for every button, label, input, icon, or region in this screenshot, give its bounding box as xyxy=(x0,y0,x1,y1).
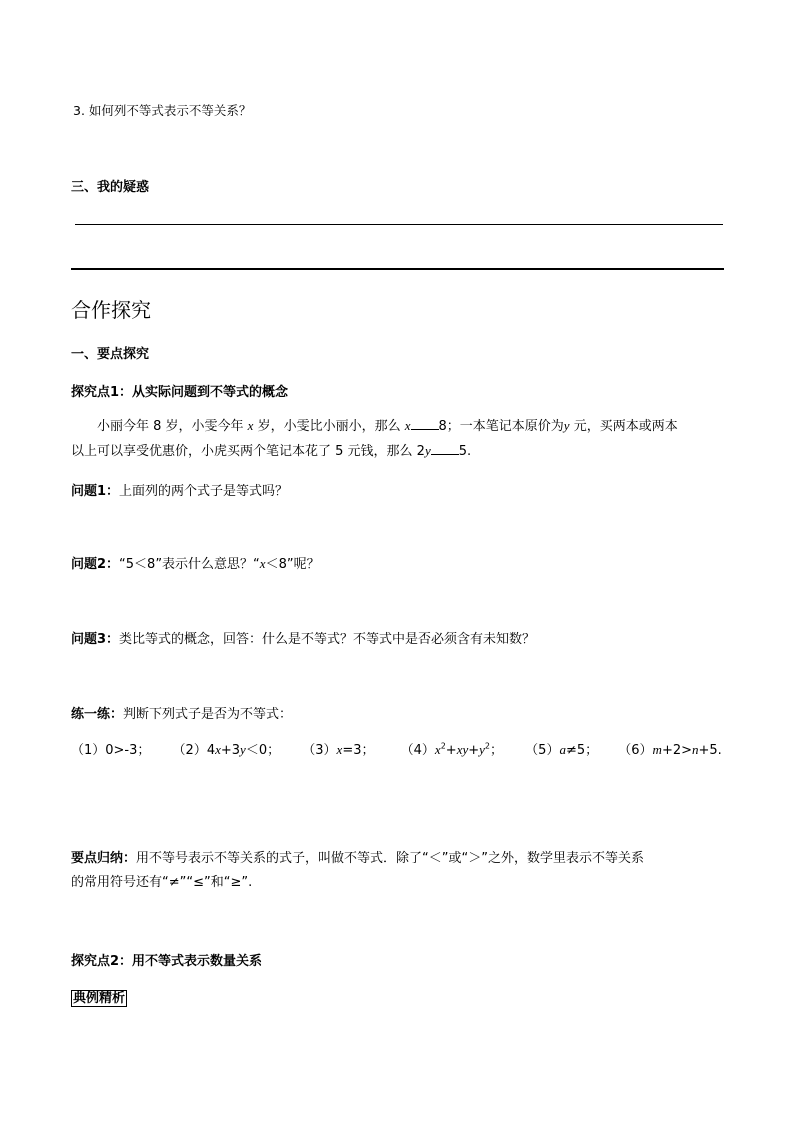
intro-text: 小丽今年 8 岁，小雯今年 xyxy=(97,419,248,434)
question-label: 问题2： xyxy=(71,557,120,572)
question-1 xyxy=(71,480,288,499)
summary xyxy=(71,847,723,895)
intro-paragraph xyxy=(71,414,723,464)
question-label: 问题1： xyxy=(71,484,120,499)
item-2: （2）4x+3y＜0； xyxy=(172,742,281,758)
page-title: 合作探究 xyxy=(71,298,151,322)
summary-text: 的常用符号还有“≠”“≤”和“≥”. xyxy=(71,875,253,890)
question-label: 问题3： xyxy=(71,632,120,647)
question-text: ＜8”呢？ xyxy=(265,557,320,572)
fill-blank xyxy=(431,442,459,455)
item-4: $(4)x^2+xy+y^2$； xyxy=(400,741,504,758)
practice-text: 判断下列式子是否为不等式： xyxy=(123,707,293,722)
key-points-heading: 一、要点探究 xyxy=(71,347,150,362)
item-5: （5）a≠5； xyxy=(525,742,599,758)
intro-text: 元，买两本或两本 xyxy=(569,419,678,434)
question-2 xyxy=(71,553,320,572)
var-x: x xyxy=(404,418,411,433)
explore-point-2-heading: 探究点2：用不等式表示数量关系 xyxy=(71,954,263,969)
intro-text: 5. xyxy=(458,444,472,459)
var-x: x xyxy=(247,418,254,433)
question-text: “5＜8”表示什么意思？“ xyxy=(119,557,260,572)
section-doubts-heading: 三、我的疑惑 xyxy=(71,180,150,195)
intro-text: 岁，小雯比小丽小，那么 xyxy=(253,419,405,434)
intro-text: 8；一本笔记本原价为 xyxy=(438,419,564,434)
practice-items xyxy=(71,739,723,758)
explore-point-1-heading: 探究点1：从实际问题到不等式的概念 xyxy=(71,385,289,400)
question-3: 3. 如何列不等式表示不等关系？ xyxy=(73,103,252,118)
section-divider xyxy=(71,268,724,270)
question-text: 上面列的两个式子是等式吗？ xyxy=(119,484,289,499)
practice-label: 练一练： xyxy=(71,707,124,722)
item-6: （6）m+2>n+5. xyxy=(618,742,722,758)
practice xyxy=(71,703,292,722)
summary-label: 要点归纳： xyxy=(71,851,137,866)
fill-blank xyxy=(411,417,439,430)
var-y: y xyxy=(563,418,570,433)
example-box-label: 典例精析 xyxy=(73,991,126,1006)
summary-text: 用不等号表示不等关系的式子，叫做不等式．除了“＜”或“＞”之外，数学里表示不等关系 xyxy=(136,851,644,866)
answer-line xyxy=(75,224,723,225)
item-3: （3）x=3； xyxy=(302,742,375,758)
var-x: x xyxy=(259,556,266,571)
question-text: 类比等式的概念，回答：什么是不等式？不等式中是否必须含有未知数？ xyxy=(119,632,536,647)
intro-text: 以上可以享受优惠价，小虎买两个笔记本花了 5 元钱，那么 2 xyxy=(71,444,425,459)
question-3-inequality xyxy=(71,628,535,647)
var-y: y xyxy=(424,443,431,458)
item-1: （1）0>-3； xyxy=(71,743,151,758)
